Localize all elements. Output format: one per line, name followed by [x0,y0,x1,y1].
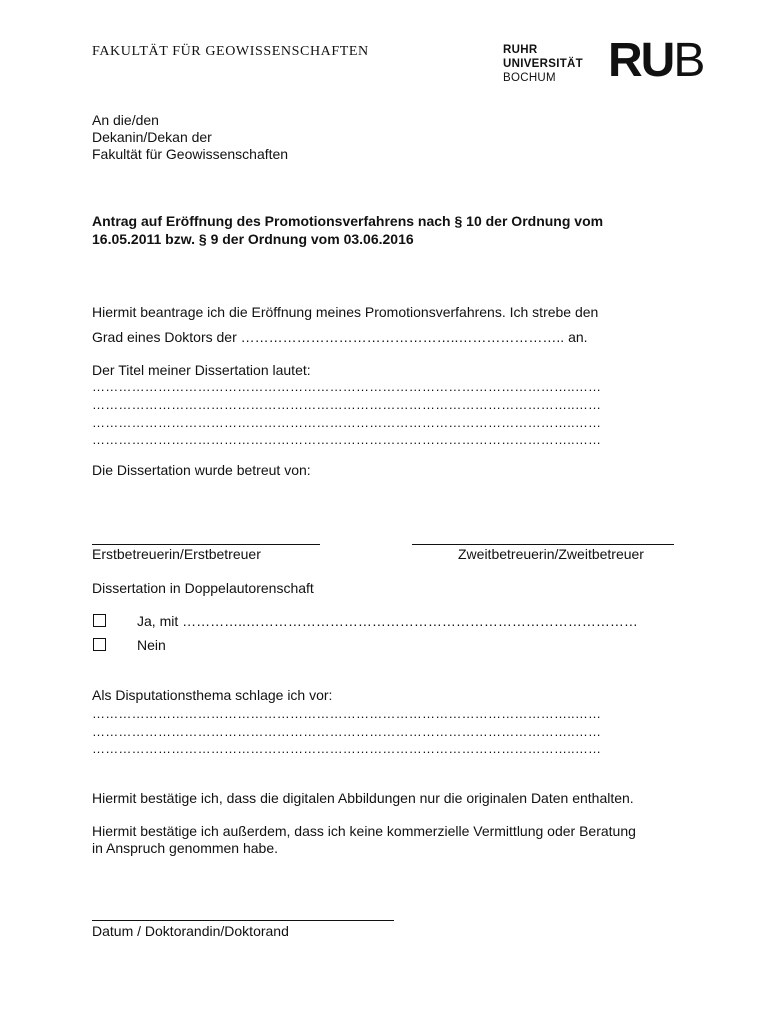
address-line: Dekanin/Dekan der [92,129,212,145]
disputation-label: Als Disputationsthema schlage ich vor: [92,687,333,703]
dissertation-title-line[interactable]: ………………………………………………………………………………………………..…… [92,432,602,447]
address-line: An die/den [92,112,159,128]
confirmation-no-commercial-line1: Hiermit bestätige ich außerdem, dass ich keine kommerzielle Vermittlung oder Beratung [92,823,636,839]
logo-ru: RU [608,34,674,87]
dissertation-title-line[interactable]: ………………………………………………………………………………………………..…… [92,379,602,394]
title-line: Antrag auf Eröffnung des Promotionsverfahrens nach § 10 der Ordnung vom [92,213,604,229]
form-title [92,212,603,248]
disputation-topic-line[interactable]: ………………………………………………………………………………………………..…… [92,706,602,721]
faculty-name: FAKULTÄT FÜR GEOWISSENSCHAFTEN [92,44,369,59]
degree-field[interactable]: Grad eines Doktors der ………………………………………..………………….. an. [92,329,588,345]
option-no-label: Nein [137,637,166,653]
double-authorship-label: Dissertation in Doppelautorenschaft [92,580,314,596]
confirmation-images: Hiermit bestätige ich, dass die digitalen Abbildungen nur die originalen Daten enthalten. [92,790,634,806]
title-line: 16.05.2011 bzw. § 9 der Ordnung vom 03.06.2016 [92,231,414,247]
supervised-label: Die Dissertation wurde betreut von: [92,462,311,478]
option-yes-label: Ja, mit …………..………………………………………………………………………… [137,613,638,629]
checkbox-yes[interactable] [93,614,106,627]
signature-line[interactable] [92,920,394,921]
logo-b: B [673,34,704,87]
dissertation-title-label: Der Titel meiner Dissertation lautet: [92,362,311,378]
university-name [503,43,583,85]
request-text: Hiermit beantrage ich die Eröffnung meines Promotionsverfahrens. Ich strebe den [92,304,599,320]
university-line-bochum: BOCHUM [503,72,556,84]
second-supervisor-signature-line[interactable] [412,544,674,545]
checkbox-no[interactable] [93,638,106,651]
rub-logo [608,34,704,87]
disputation-topic-line[interactable]: ………………………………………………………………………………………………..…… [92,741,602,756]
recipient-address [92,112,288,163]
first-supervisor-label: Erstbetreuerin/Erstbetreuer [92,546,261,562]
dissertation-title-line[interactable]: ………………………………………………………………………………………………..…… [92,415,602,430]
signature-label: Datum / Doktorandin/Doktorand [92,923,289,939]
disputation-topic-line[interactable]: ………………………………………………………………………………………………..…… [92,724,602,739]
second-supervisor-label: Zweitbetreuerin/Zweitbetreuer [458,546,644,562]
address-line: Fakultät für Geowissenschaften [92,146,289,162]
first-supervisor-signature-line[interactable] [92,544,320,545]
university-line-universitaet: UNIVERSITÄT [503,58,583,70]
confirmation-no-commercial-line2: in Anspruch genommen habe. [92,840,279,856]
dissertation-title-line[interactable]: ………………………………………………………………………………………………..…… [92,397,602,412]
university-line-ruhr: RUHR [503,44,538,56]
